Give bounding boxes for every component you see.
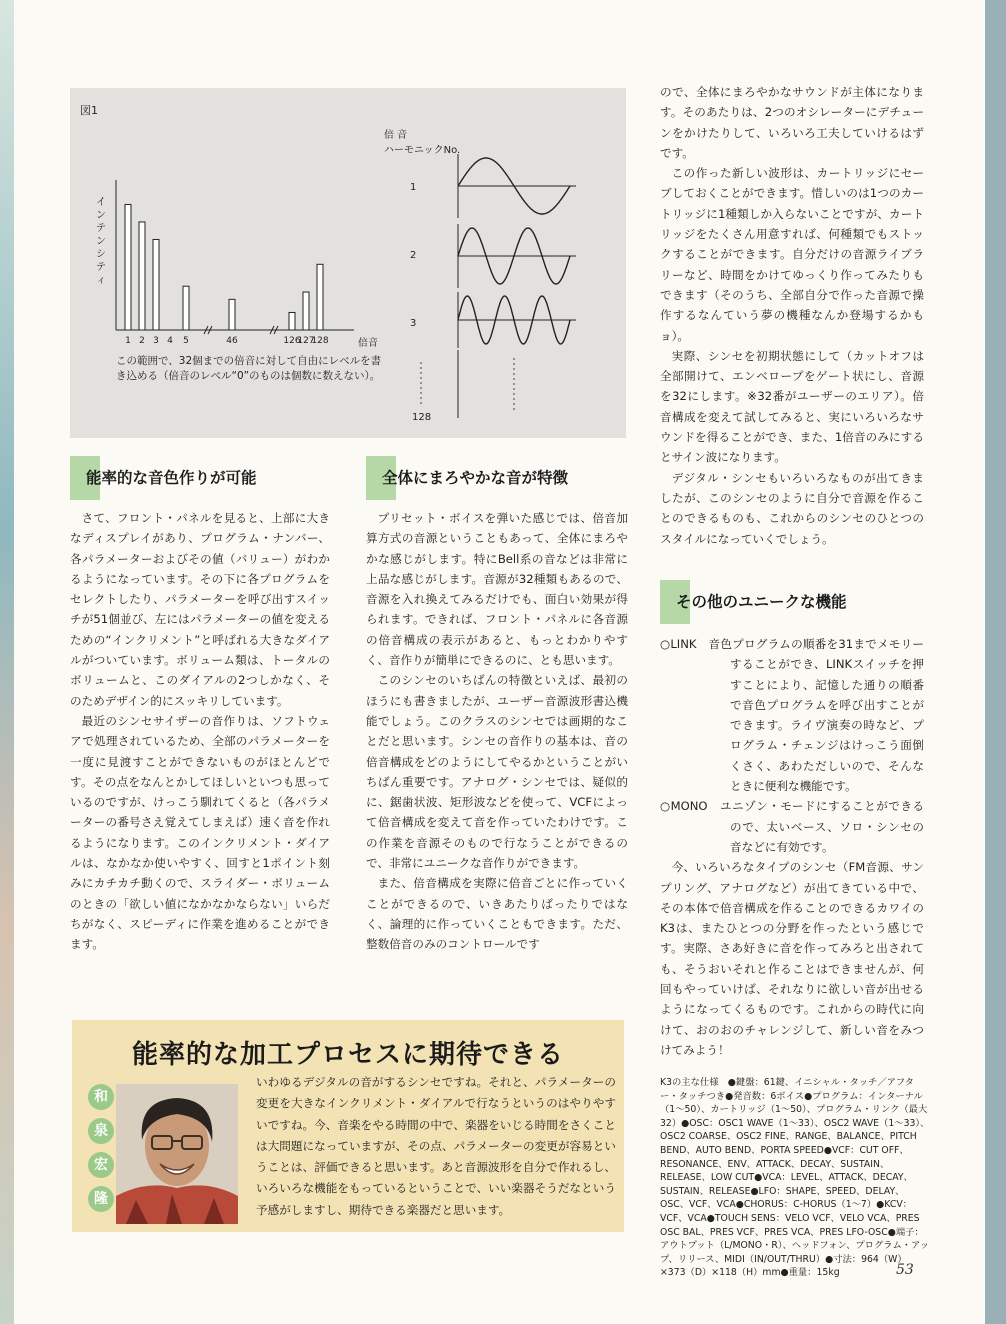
- x-tick-label: 1: [125, 336, 131, 346]
- paragraph: プリセット・ボイスを弾いた感じでは、倍音加算方式の音源ということもあって、全体にまろやかな感じがします。特にBell系の音などは非常に上品な感じがします。音源が32種類もあるので、音源を入れ換えてみるだけでも、面白い効果が得られます。できれば、フロント・パネルに各音源の倍音構成の表示があると、もっとわかりやすく、音作りが簡単にできるのに、とも思います。: [366, 511, 628, 668]
- heading-text: 全体にまろやかな音が特徴: [382, 469, 569, 487]
- list-item-link: ○LINK 音色プログラムの順番を31までメモリーすることができ、LINKスイッチを押すことにより、記憶した通りの順番で音色プログラムを呼び出すことができます。ライヴ演奏の時など、プログラム・チェンジはけっこう面倒くさく、あわただしいので、そんなときに便利な機能です。: [660, 637, 924, 794]
- page-edge-left: [0, 0, 14, 1324]
- x-tick-label: 127: [297, 336, 315, 346]
- bar-harmonic-5: [183, 286, 189, 330]
- column-2: [366, 508, 628, 955]
- name-char: 和: [88, 1084, 114, 1110]
- heading-text: 能率的な音色作りが可能: [86, 469, 257, 487]
- harmonic-chart: [70, 88, 626, 438]
- paragraph: このシンセのいちばんの特徴といえば、最初のほうにも書きましたが、ユーザー音源波形書込機能でしょう。このクラスのシンセでは画期的なことだと思います。シンセの音作りの基本は、音の倍音構成をどのようにしてやるかということがいちばん重要です。アナログ・シンセでは、疑似的に、鋸歯状波、矩形波などを使って、VCFによって倍音構成を変えて音を作っていたわけです。この作業を音源そのもので行なうことができるので、非常にユニークな音作りができます。: [366, 673, 628, 871]
- reviewer-name: [88, 1084, 114, 1220]
- bar-harmonic-127: [303, 292, 309, 330]
- harmonic-header-2: ハーモニックNo.: [384, 145, 461, 156]
- paragraph: デジタル・シンセもいろいろなものが出てきましたが、このシンセのように自分で音源を作ることのできるものも、これからのシンセのひとつのスタイルになっていくでしょう。: [660, 470, 924, 546]
- harmonic-number: 3: [410, 318, 417, 329]
- bar-harmonic-3: [153, 239, 159, 330]
- x-tick-label: 128: [311, 336, 329, 346]
- y-axis-label: インテンシティ: [96, 197, 106, 286]
- harmonic-header-1: 倍 音: [384, 130, 408, 141]
- paragraph: 今、いろいろなタイプのシンセ（FM音源、サンプリング、アナログなど）が出てきている中で、その本体で倍音構成を作ることのできるカワイのK3は、またひとつの分野を作ったという感じです。実際、さあ好きに音を作ってみろと出されても、そうおいそれと作ることはできませんが、何回もやっていけば、それなりに欲しい音が出せるようになってくるものです。これからの時代に向けて、おのおのチャレンジして、新しい音をみつけてみよう！: [660, 860, 924, 1057]
- bar-harmonic-1: [125, 204, 131, 330]
- figure-label: 図1: [80, 104, 98, 117]
- box-text: いわゆるデジタルの音がするシンセですね。それと、パラメーターの変更を大きなインクリメント・ダイアルで行なうというのはやりやすいですね。今、音楽をやる時間の中で、楽器をいじる時間をさくことは大問題になっていますが、その点、パラメーターの変更が容易ということは、評価できると思います。あと音源波形を自分で作れるし、いろいろな機能をもっているということで、いい楽器そうだなという予感がしますし、期待できる楽器だと思います。: [256, 1075, 616, 1217]
- paragraph: また、倍音構成を実際に倍音ごとに作っていくことができるので、いきあたりばったりではなく、論理的に作っていくこともできます。ただ、整数倍音のみのコントロールです: [366, 876, 628, 952]
- page-edge-right: [985, 0, 1006, 1324]
- bar-harmonic-2: [139, 222, 145, 330]
- feature-list: [660, 634, 924, 857]
- x-tick-label: 3: [153, 336, 159, 346]
- figure-1: [70, 88, 626, 438]
- x-tick-label: 4: [167, 336, 173, 346]
- column-1: [70, 508, 330, 955]
- x-tick-label: 126: [283, 336, 301, 346]
- name-char: 隆: [88, 1186, 114, 1212]
- x-axis-label: 倍音: [358, 338, 378, 349]
- box-title: 能率的な加工プロセスに期待できる: [131, 1040, 564, 1070]
- harmonic-number: 128: [412, 412, 432, 423]
- paragraph: 最近のシンセサイザーの音作りは、ソフトウェアで処理されているため、全部のパラメーターを一度に見渡すことができないものがほとんどです。その点をなんとかしてほしいといつも思っているのですが、けっこう馴れてくると（各パラメーターの番号さえ覚えてしまえば）速く音を作れるようになります。このインクリメント・ダイアルは、なかなか使いやすく、回すと1ポイント刻みにカチカチ動くので、スライダー・ボリュームのときの「欲しい値になかなかならない」いらだちがなく、スピーディに作業を進めることができます。: [70, 713, 330, 952]
- bar-harmonic-46: [229, 299, 235, 330]
- reviewer-photo: [116, 1084, 238, 1224]
- x-tick-label: 2: [139, 336, 145, 346]
- list-item-mono: ○MONO ユニゾン・モードにすることができるので、太いベース、ソロ・シンセの音などに有効です。: [660, 799, 924, 854]
- reviewer-box: [72, 1020, 624, 1232]
- paragraph: この作った新しい波形は、カートリッジにセーブしておくことができます。惜しいのは1つのカートリッジに1種類しか入らないことですが、カートリッジをたくさん用意すれば、何種類でもストックすることができます。自分だけの音源ライブラリーなど、時間をかけてゆっくり作ってみたりもできます（そのうち、全部自分で作った音源で操作するなんていう夢の機種なんか登場するかもョ）。: [660, 166, 924, 343]
- name-char: 宏: [88, 1152, 114, 1178]
- harmonic-number: 1: [410, 182, 417, 193]
- column-3-bottom: [660, 634, 924, 1060]
- x-tick-label: 46: [226, 336, 238, 346]
- harmonic-number: 2: [410, 250, 417, 261]
- bar-harmonic-126: [289, 312, 295, 330]
- bar-harmonic-128: [317, 264, 323, 330]
- page-number: 53: [896, 1262, 914, 1278]
- heading-text: その他のユニークな機能: [676, 593, 847, 611]
- x-tick-label: 5: [183, 336, 189, 346]
- column-3-top: [660, 82, 924, 549]
- paragraph: 実際、シンセを初期状態にして（カットオフは全部開けて、エンベロープをゲート状にし、音源を32にします。※32番がユーザーのエリア）。倍音構成を変えて試してみると、実にいろいろなサウンドを得ることができ、また、1倍音のみにするとサイン波になります。: [660, 348, 924, 465]
- name-char: 泉: [88, 1118, 114, 1144]
- figure-caption: この範囲で、32個までの倍音に対して自由にレベルを書き込める（倍音のレベル“0”のものは個数に数えない）。: [116, 355, 382, 382]
- paragraph: さて、フロント・パネルを見ると、上部に大きなディスプレイがあり、プログラム・ナンバー、各パラメーターおよびその値（バリュー）がわかるようになっています。その下に各プログラムをセレクトしたり、パラメーターを呼び出すスイッチが51個並び、左にはパラメーターの値を変えるための“インクリメント”と呼ばれる大きなダイアルがついています。ボリューム類は、トータルのボリュームと、このダイアルの2つしかなく、そのためデザイン的にスッキリしています。: [70, 511, 330, 708]
- paragraph: ので、全体にまろやかなサウンドが主体になります。そのあたりは、2つのオシレーターにデチューンをかけたりして、いろいろ工夫していけるはずです。: [660, 85, 924, 160]
- specs: K3の主な仕様 ●鍵盤：61鍵、イニシャル・タッチ／アフター・タッチつき●発音数：6ボイス●プログラム：インターナル（1〜50）、カートリッジ（1〜50）、プログラム・リンク（最大32）●OSC：OSC1 WAVE（1〜33）、OSC2 WAVE（1〜33）、OSC2 COARSE、OSC2 FINE、RANGE、BALANCE、PITCH BEND、AUTO BEND、PORTA SPEED●VCF：CUT OFF、RESONANCE、ENV、ATTACK、DECAY、SUSTAIN、RELEASE、LOW CUT●VCA：LEVEL、ATTACK、DECAY、SUSTAIN、RELEASE●LFO：SHAPE、SPEED、DELAY、OSC、VCF、VCA●CHORUS：C-HORUS（1〜7）●KCV：VCF、VCA●TOUCH SENS：VELO VCF、VELO VCA、PRES OSC BAL、PRES VCF、PRES VCA、PRES LFO-OSC●端子：アウトプット（L/MONO・R）、ヘッドフォン、プログラム・アップ、リリース、MIDI（IN/OUT/THRU）●寸法：964（W）×373（D）×118（H）mm●重量：15kg: [660, 1077, 930, 1279]
